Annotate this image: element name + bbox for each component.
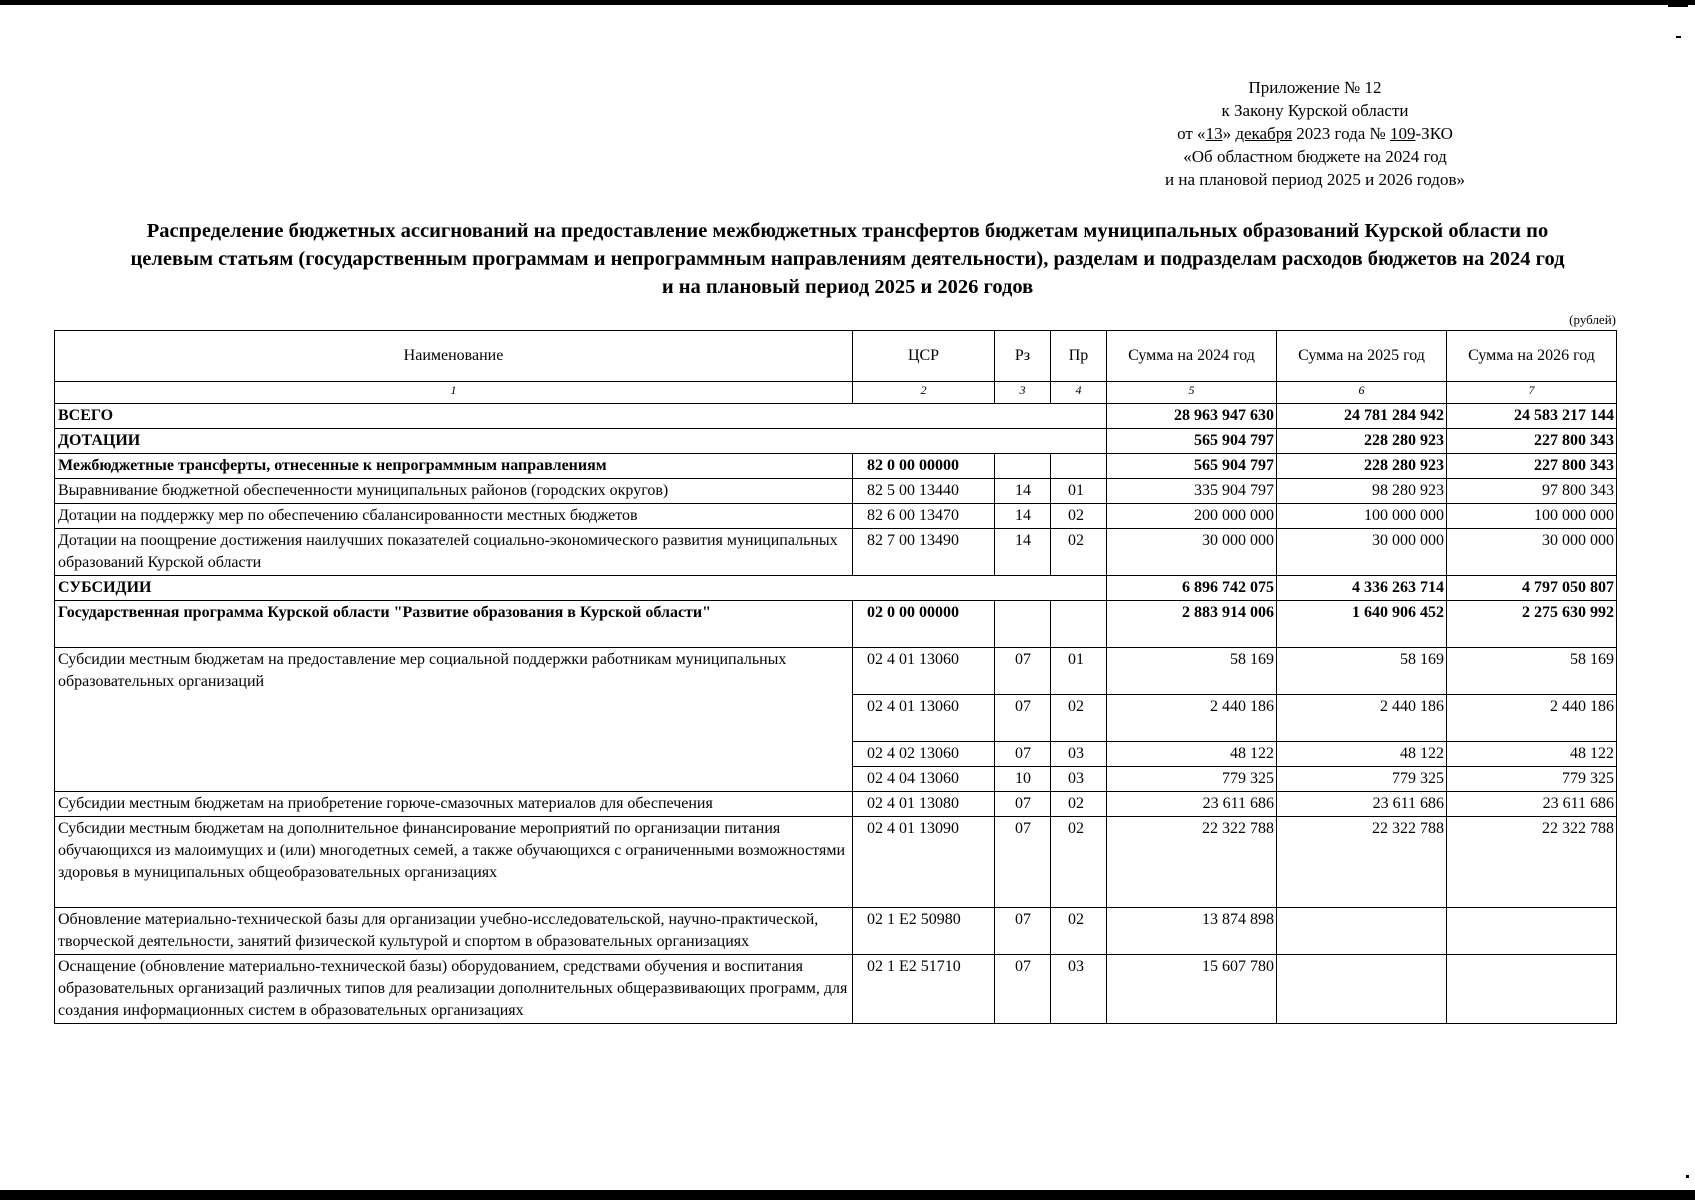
row-csr: 02 1 Е2 51710 (853, 955, 995, 1024)
column-header: Наименование (55, 331, 853, 382)
row-pr: 01 (1051, 479, 1107, 504)
row-rz: 07 (995, 817, 1051, 908)
amount-2025 (1277, 955, 1447, 1024)
amount-2025: 4 336 263 714 (1277, 576, 1447, 601)
appendix-law-title: «Об областном бюджете на 2024 год (1183, 147, 1447, 166)
amount-2024: 200 000 000 (1107, 504, 1277, 529)
row-rz: 07 (995, 742, 1051, 767)
column-number: 5 (1107, 382, 1277, 404)
amount-2025: 779 325 (1277, 767, 1447, 792)
row-csr: 82 0 00 00000 (853, 454, 995, 479)
row-pr (1051, 601, 1107, 648)
table-row (55, 479, 1617, 504)
row-csr: 02 4 01 13080 (853, 792, 995, 817)
table-row (55, 529, 1617, 576)
appendix-header (1000, 76, 1630, 191)
date-sep: » (1222, 124, 1236, 143)
amount-2024: 28 963 947 630 (1107, 404, 1277, 429)
amount-2024: 6 896 742 075 (1107, 576, 1277, 601)
row-csr: 02 0 00 00000 (853, 601, 995, 648)
amount-2025: 30 000 000 (1277, 529, 1447, 576)
row-csr: 02 4 04 13060 (853, 767, 995, 792)
appendix-number: Приложение № 12 (1248, 78, 1382, 97)
amount-2024: 565 904 797 (1107, 454, 1277, 479)
amount-2024: 22 322 788 (1107, 817, 1277, 908)
amount-2026: 4 797 050 807 (1447, 576, 1617, 601)
column-header: Сумма на 2024 год (1107, 331, 1277, 382)
law-suffix: -ЗКО (1415, 124, 1453, 143)
amount-2025: 1 640 906 452 (1277, 601, 1447, 648)
row-rz: 14 (995, 479, 1051, 504)
column-header: Сумма на 2025 год (1277, 331, 1447, 382)
row-name: Дотации на поддержку мер по обеспечению сбалансированности местных бюджетов (55, 504, 853, 529)
column-number: 6 (1277, 382, 1447, 404)
row-rz (995, 454, 1051, 479)
row-csr: 02 4 01 13090 (853, 817, 995, 908)
amount-2025: 98 280 923 (1277, 479, 1447, 504)
amount-2026: 48 122 (1447, 742, 1617, 767)
row-csr: 82 6 00 13470 (853, 504, 995, 529)
row-rz: 07 (995, 908, 1051, 955)
amount-2025 (1277, 908, 1447, 955)
row-rz: 14 (995, 529, 1051, 576)
document-title (60, 217, 1635, 301)
amount-2025: 228 280 923 (1277, 454, 1447, 479)
amount-2026: 22 322 788 (1447, 817, 1617, 908)
row-pr (1051, 454, 1107, 479)
amount-2026: 97 800 343 (1447, 479, 1617, 504)
column-header: Пр (1051, 331, 1107, 382)
row-csr: 02 4 01 13060 (853, 648, 995, 695)
scan-artifact (1668, 5, 1688, 7)
table-row-program (55, 601, 1617, 648)
date-month: декабря (1235, 124, 1293, 143)
amount-2025: 24 781 284 942 (1277, 404, 1447, 429)
row-rz: 10 (995, 767, 1051, 792)
row-pr: 02 (1051, 817, 1107, 908)
row-csr: 82 7 00 13490 (853, 529, 995, 576)
amount-2026: 24 583 217 144 (1447, 404, 1617, 429)
row-pr: 03 (1051, 767, 1107, 792)
amount-2026: 227 800 343 (1447, 429, 1617, 454)
amount-2024: 13 874 898 (1107, 908, 1277, 955)
column-number: 1 (55, 382, 853, 404)
table-row (55, 648, 1617, 695)
table-row (55, 817, 1617, 908)
row-name: Обновление материально-технической базы для организации учебно-исследовательской, научно-практической, творческой деятельности, занятий физической культурой и спортом в образовательных организациях (55, 908, 853, 955)
row-name: Оснащение (обновление материально-технической базы) оборудованием, средствами обучения и воспитания образовательных организаций различных типов для реализации дополнительных общеразвивающих программ, для создания информационных систем в образовательных организациях (55, 955, 853, 1024)
amount-2024: 58 169 (1107, 648, 1277, 695)
scan-border-top (0, 0, 1695, 5)
row-name: ДОТАЦИИ (55, 429, 1107, 454)
column-header: Рз (995, 331, 1051, 382)
row-pr: 02 (1051, 504, 1107, 529)
row-name: Межбюджетные трансферты, отнесенные к непрограммным направлениям (55, 454, 853, 479)
unit-note: (рублей) (1569, 312, 1616, 327)
row-name: Дотации на поощрение достижения наилучших показателей социально-экономического развития муниципальных образований Курской области (55, 529, 853, 576)
amount-2026: 100 000 000 (1447, 504, 1617, 529)
amount-2026 (1447, 908, 1617, 955)
row-name: Субсидии местным бюджетам на приобретение горюче-смазочных материалов для обеспечения (55, 792, 853, 817)
amount-2025: 22 322 788 (1277, 817, 1447, 908)
column-number: 4 (1051, 382, 1107, 404)
row-name: Выравнивание бюджетной обеспеченности муниципальных районов (городских округов) (55, 479, 853, 504)
amount-2024: 565 904 797 (1107, 429, 1277, 454)
title-line: целевым статьям (государственным программам и непрограммным направлениям деятельности), разделам и подразделам расходов бюджетов на 2024 год (130, 248, 1565, 270)
row-rz: 07 (995, 955, 1051, 1024)
scan-artifact (1686, 1175, 1689, 1178)
row-pr: 02 (1051, 792, 1107, 817)
table-row-section (55, 576, 1617, 601)
amount-2025: 100 000 000 (1277, 504, 1447, 529)
row-rz (995, 601, 1051, 648)
column-number: 3 (995, 382, 1051, 404)
amount-2024: 335 904 797 (1107, 479, 1277, 504)
table-row-program (55, 454, 1617, 479)
amount-2025: 58 169 (1277, 648, 1447, 695)
amount-2025: 2 440 186 (1277, 695, 1447, 742)
row-rz: 07 (995, 695, 1051, 742)
column-number-row (55, 382, 1617, 404)
row-csr: 02 1 Е2 50980 (853, 908, 995, 955)
amount-2025: 48 122 (1277, 742, 1447, 767)
row-csr: 02 4 02 13060 (853, 742, 995, 767)
table-row (55, 792, 1617, 817)
row-rz: 07 (995, 792, 1051, 817)
amount-2024: 2 883 914 006 (1107, 601, 1277, 648)
row-name: ВСЕГО (55, 404, 1107, 429)
column-number: 2 (853, 382, 995, 404)
row-pr: 03 (1051, 742, 1107, 767)
row-pr: 02 (1051, 529, 1107, 576)
appendix-law-title-2: и на плановой период 2025 и 2026 годов» (1165, 170, 1465, 189)
amount-2024: 30 000 000 (1107, 529, 1277, 576)
row-pr: 02 (1051, 908, 1107, 955)
amount-2025: 228 280 923 (1277, 429, 1447, 454)
row-name: Субсидии местным бюджетам на дополнительное финансирование мероприятий по организации питания обучающихся из малоимущих и (или) многодетных семей, а также обучающихся с ограниченными возможностями здоровья в муниципальных общеобразовательных организациях (55, 817, 853, 908)
table-row (55, 955, 1617, 1024)
table-header-row (55, 331, 1617, 382)
row-name: Субсидии местным бюджетам на предоставление мер социальной поддержки работникам муниципальных образовательных организаций (55, 648, 853, 792)
column-header: Сумма на 2026 год (1447, 331, 1617, 382)
amount-2025: 23 611 686 (1277, 792, 1447, 817)
date-prefix: от « (1177, 124, 1206, 143)
scan-artifact (1676, 36, 1681, 38)
column-header: ЦСР (853, 331, 995, 382)
title-line: и на плановый период 2025 и 2026 годов (661, 276, 1034, 298)
amount-2026: 58 169 (1447, 648, 1617, 695)
amount-2024: 779 325 (1107, 767, 1277, 792)
appendix-law-date (1000, 122, 1630, 145)
amount-2026: 2 275 630 992 (1447, 601, 1617, 648)
appendix-law-ref: к Закону Курской области (1221, 101, 1409, 120)
table-row-section (55, 429, 1617, 454)
row-rz: 07 (995, 648, 1051, 695)
amount-2024: 2 440 186 (1107, 695, 1277, 742)
budget-table (54, 330, 1617, 1024)
column-number: 7 (1447, 382, 1617, 404)
row-name: Государственная программа Курской области "Развитие образования в Курской области" (55, 601, 853, 648)
table-row (55, 504, 1617, 529)
amount-2024: 48 122 (1107, 742, 1277, 767)
amount-2024: 15 607 780 (1107, 955, 1277, 1024)
amount-2024: 23 611 686 (1107, 792, 1277, 817)
amount-2026: 227 800 343 (1447, 454, 1617, 479)
table-row-total (55, 404, 1617, 429)
law-number: 109 (1390, 124, 1416, 143)
table-row (55, 908, 1617, 955)
row-csr: 82 5 00 13440 (853, 479, 995, 504)
amount-2026: 23 611 686 (1447, 792, 1617, 817)
scan-border-bottom (0, 1190, 1695, 1200)
title-line: Распределение бюджетных ассигнований на предоставление межбюджетных трансфертов бюджетам муниципальных образований Курской области по (146, 220, 1549, 242)
row-name: СУБСИДИИ (55, 576, 1107, 601)
row-csr: 02 4 01 13060 (853, 695, 995, 742)
row-pr: 03 (1051, 955, 1107, 1024)
date-day: 13 (1205, 124, 1223, 143)
amount-2026: 30 000 000 (1447, 529, 1617, 576)
row-pr: 01 (1051, 648, 1107, 695)
amount-2026: 779 325 (1447, 767, 1617, 792)
row-rz: 14 (995, 504, 1051, 529)
row-pr: 02 (1051, 695, 1107, 742)
amount-2026 (1447, 955, 1617, 1024)
amount-2026: 2 440 186 (1447, 695, 1617, 742)
date-year: 2023 года № (1292, 124, 1391, 143)
